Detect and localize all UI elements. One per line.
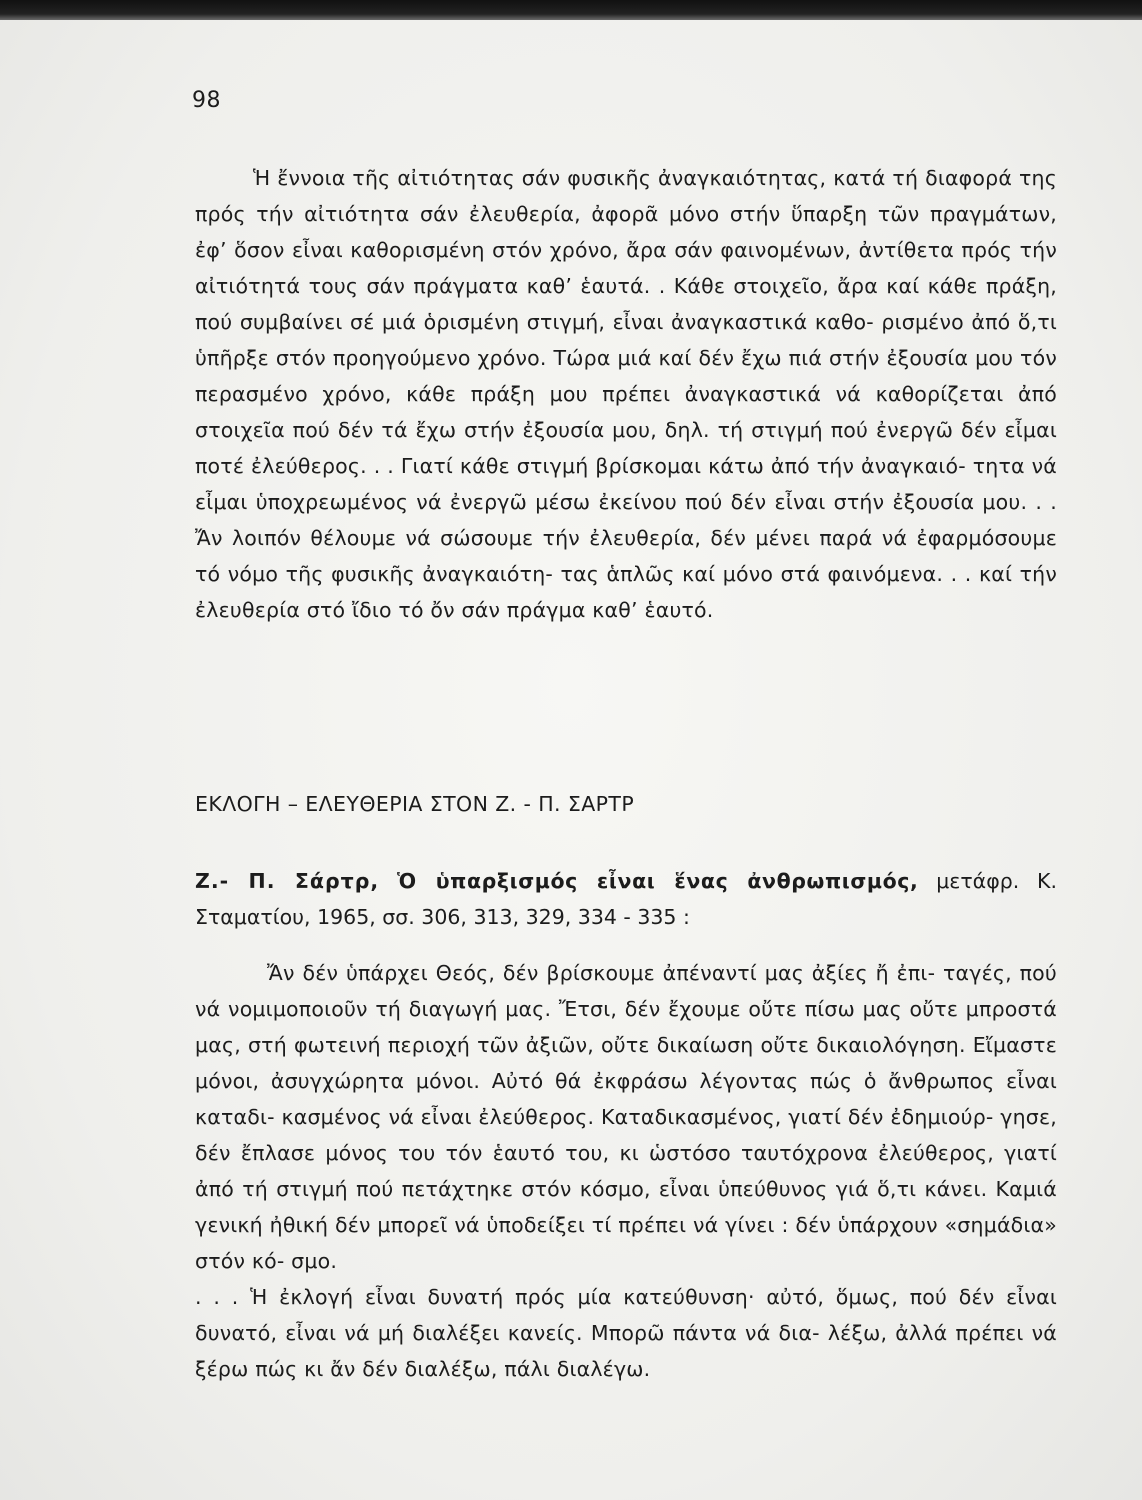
- kant-excerpt: [195, 160, 1057, 628]
- sartre-excerpt: [195, 955, 1057, 1387]
- reference-title: Ὁ ὑπαρξισμός εἶναι ἕνας ἀνθρωπισμός,: [396, 869, 919, 893]
- book-page: [0, 20, 1142, 1500]
- kant-paragraph: Ἡ ἔννοια τῆς αἰτιότητας σάν φυσικῆς ἀναγκαιότητας, κατά τή διαφορά της πρός τήν αἰτιότητα σάν ἐλευθερία, ἀφορᾶ μόνο στήν ὕπαρξη τῶν πραγμάτων, ἐφ’ ὅσον εἶναι καθορισμένη στόν χρόνο, ἄρα σάν φαινομένων, ἀντίθετα πρός τήν αἰτιότητά τους σάν πράγματα καθ’ ἑαυτά. . Κάθε στοιχεῖο, ἄρα καί κάθε πράξη, πού συμβαίνει σέ μιά ὁρισμένη στιγμή, εἶναι ἀναγκαστικά καθο- ρισμένο ἀπό ὅ,τι ὑπῆρξε στόν προηγούμενο χρόνο. Τώρα μιά καί δέν ἔχω πιά στήν ἐξουσία μου τόν περασμένο χρόνο, κάθε πράξη μου πρέπει ἀναγκαστικά νά καθορίζεται ἀπό στοιχεῖα πού δέν τά ἔχω στήν ἐξουσία μου, δηλ. τή στιγμή πού ἐνεργῶ δέν εἶμαι ποτέ ἐλεύθερος. . . Γιατί κάθε στιγμή βρίσκομαι κάτω ἀπό τήν ἀναγκαιό- τητα νά εἶμαι ὑποχρεωμένος νά ἐνεργῶ μέσω ἐκείνου πού δέν εἶναι στήν ἐξουσία μου. . . Ἄν λοιπόν θέλουμε νά σώσουμε τήν ἐλευθερία, δέν μένει παρά νά ἐφαρμόσουμε τό νόμο τῆς φυσικῆς ἀναγκαιότη- τας ἁπλῶς καί μόνο στά φαινόμενα. . . καί τήν ἐλευθερία στό ἴδιο τό ὄν σάν πράγμα καθ’ ἑαυτό.: [195, 166, 1057, 622]
- reference-details: μετάφρ. Κ. Σταματίου, 1965, σσ. 306, 313, 329, 334 - 335 :: [195, 869, 1057, 929]
- scan-top-border: [0, 0, 1142, 20]
- section-heading: ΕΚΛΟΓΗ – ΕΛΕΥΘΕΡΙΑ ΣΤΟΝ Ζ. - Π. ΣΑΡΤΡ: [195, 792, 635, 816]
- page-number: 98: [192, 88, 221, 113]
- source-reference: [195, 863, 1057, 935]
- sartre-paragraph-2: . . . Ἡ ἐκλογή εἶναι δυνατή πρός μία κατεύθυνση· αὐτό, ὅμως, πού δέν εἶναι δυνατό, εἶναι νά μή διαλέξει κανείς. Μπορῶ πάντα νά δια- λέξω, ἀλλά πρέπει νά ξέρω πώς κι ἄν δέν διαλέξω, πάλι διαλέγω.: [195, 1285, 1057, 1381]
- reference-author: Ζ.- Π. Σάρτρ,: [195, 869, 380, 893]
- sartre-paragraph-1: Ἄν δέν ὑπάρχει Θεός, δέν βρίσκουμε ἀπέναντί μας ἀξίες ἤ ἐπι- ταγές, πού νά νομιμοποιοῦν τή διαγωγή μας. Ἔτσι, δέν ἔχουμε οὔτε πίσω μας οὔτε μπροστά μας, στή φωτεινή περιοχή τῶν ἀξιῶν, οὔτε δικαίωση οὔτε δικαιολόγηση. Εἴμαστε μόνοι, ἀσυγχώρητα μόνοι. Αὐτό θά ἐκφράσω λέγοντας πώς ὁ ἄνθρωπος εἶναι καταδι- κασμένος νά εἶναι ἐλεύθερος. Καταδικασμένος, γιατί δέν ἐδημιούρ- γησε, δέν ἔπλασε μόνος του τόν ἑαυτό του, κι ὡστόσο ταυτόχρονα ἐλεύθερος, γιατί ἀπό τή στιγμή πού πετάχτηκε στόν κόσμο, εἶναι ὑπεύθυνος γιά ὅ,τι κάνει. Καμιά γενική ἠθική δέν μπορεῖ νά ὑποδείξει τί πρέπει νά γίνει : δέν ὑπάρχουν «σημάδια» στόν κό- σμο.: [195, 961, 1057, 1273]
